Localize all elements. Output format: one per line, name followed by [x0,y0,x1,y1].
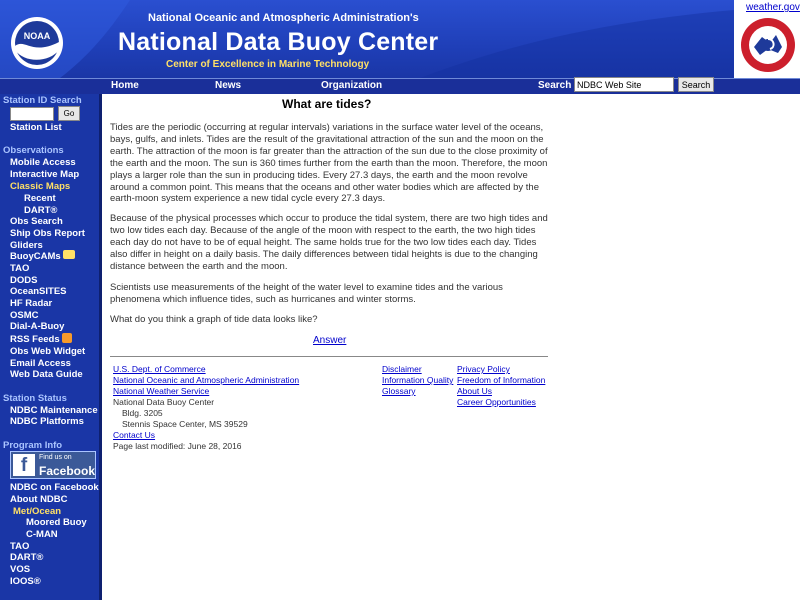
footer-link-nws[interactable]: National Weather Service [113,386,210,396]
noaa-logo[interactable] [10,16,64,70]
sidebar-item-ndbc-on-facebook[interactable]: NDBC on Facebook [10,482,99,493]
sidebar-item-oceansites[interactable]: OceanSITES [10,286,67,297]
sidebar-item-email-access[interactable]: Email Access [10,358,71,369]
sidebar-item-ship-obs-report[interactable]: Ship Obs Report [10,228,85,239]
nav-news[interactable]: News [215,80,242,91]
footer-link-info-quality[interactable]: Information Quality [382,375,454,385]
footer-link-noaa[interactable]: National Oceanic and Atmospheric Administration [113,375,300,385]
site-header [0,0,800,78]
svg-text:NOAA: NOAA [23,31,51,41]
footer-last-modified: Page last modified: June 28, 2016 [113,441,242,451]
nws-logo[interactable] [740,17,796,73]
sidebar-item-about-ndbc[interactable]: About NDBC [10,494,68,505]
search-button[interactable]: Search [678,77,714,92]
facebook-badge[interactable] [10,451,96,479]
sidebar-item-interactive-map[interactable]: Interactive Map [10,169,80,180]
station-id-input[interactable] [10,107,54,121]
site-title[interactable]: National Data Buoy Center [118,28,439,56]
site-search-input[interactable] [574,77,674,92]
nav-organization[interactable]: Organization [321,80,383,91]
sidebar-item-mobile-access[interactable]: Mobile Access [10,157,76,168]
sidebar-item-tao[interactable]: TAO [10,263,30,274]
rss-icon [62,333,72,343]
observations-heading: Observations [3,145,64,156]
sidebar-item-gliders[interactable]: Gliders [10,240,43,251]
footer-address-building: Bldg. 3205 [122,408,163,418]
sidebar-item-rss-feeds[interactable]: RSS Feeds [10,334,60,345]
go-button[interactable]: Go [58,106,80,121]
sidebar-item-ndbc-maintenance[interactable]: NDBC Maintenance [10,405,98,416]
sidebar-item-dart-program[interactable]: DART® [10,552,44,563]
sidebar-item-station-list[interactable]: Station List [10,122,62,133]
sidebar-item-web-data-guide[interactable]: Web Data Guide [10,369,83,380]
footer-link-commerce[interactable]: U.S. Dept. of Commerce [113,364,206,374]
facebook-name-label: Facebook [39,464,96,478]
sidebar-item-vos[interactable]: VOS [10,564,31,575]
answer-link[interactable]: Answer [313,335,347,346]
sidebar-item-c-man[interactable]: C-MAN [26,529,58,540]
sidebar-item-tao-program[interactable]: TAO [10,541,30,552]
paragraph-3: Scientists use measurements of the height of the water level to examine tides and the various phenomena which influence tides, such as hurricanes and winter storms. [110,282,503,305]
paragraph-4: What do you think a graph of tide data looks like? [110,314,318,325]
sidebar-item-obs-search[interactable]: Obs Search [10,216,63,227]
agency-name: National Oceanic and Atmospheric Administration's [148,12,419,24]
sidebar-item-ioos[interactable]: IOOS® [10,576,41,587]
facebook-find-label: Find us on [39,454,72,461]
footer-link-privacy[interactable]: Privacy Policy [457,364,510,374]
station-status-heading: Station Status [3,393,67,404]
footer-link-contact[interactable]: Contact Us [113,430,156,440]
sidebar-item-classic-maps[interactable]: Classic Maps [10,181,71,192]
program-info-heading: Program Info [3,440,63,451]
paragraph-2: Because of the physical processes which occur to produce the tidal system, there are two high tides and two low tides each day. Because of the angle of the moon with respect to the earth, the two high tides each day do not have to be of equal height. The same holds true for the two low tides each day. Tides also differ in height on a daily basis. The daily differences between tidal heights is due to the changing distance between the earth and the moon. [110,213,548,272]
footer-link-disclaimer[interactable]: Disclaimer [382,364,422,374]
facebook-icon: f [13,454,35,476]
site-tagline: Center of Excellence in Marine Technology [166,59,370,70]
footer-link-foia[interactable]: Freedom of Information [457,375,546,385]
sidebar-item-osmc[interactable]: OSMC [10,310,39,321]
sidebar-item-dart-map[interactable]: DART® [24,205,58,216]
sidebar-item-hf-radar[interactable]: HF Radar [10,298,53,309]
page-title: What are tides? [282,97,372,111]
weather-gov-link[interactable]: weather.gov [746,2,800,13]
sidebar-item-ndbc-platforms[interactable]: NDBC Platforms [10,416,84,427]
footer-link-careers[interactable]: Career Opportunities [457,397,536,407]
station-id-search-heading: Station ID Search [3,95,82,106]
footer-link-about[interactable]: About Us [457,386,492,396]
sidebar-item-buoycams[interactable]: BuoyCAMs [10,251,61,262]
footer-ndbc-name: National Data Buoy Center [113,397,215,407]
sidebar-item-dial-a-buoy[interactable]: Dial-A-Buoy [10,321,65,332]
nav-home[interactable]: Home [111,80,139,91]
sidebar-item-dods[interactable]: DODS [10,275,38,286]
camera-icon [63,250,75,259]
sidebar-item-met-ocean[interactable]: Met/Ocean [13,506,62,517]
sidebar-item-moored-buoy[interactable]: Moored Buoy [26,517,87,528]
footer-link-glossary[interactable]: Glossary [382,386,416,396]
search-label: Search [538,80,572,91]
sidebar-item-recent[interactable]: Recent [24,193,56,204]
footer-address-city: Stennis Space Center, MS 39529 [122,419,248,429]
footer-divider [110,356,548,357]
paragraph-1: Tides are the periodic (occurring at regular intervals) variations in the surface water level of the oceans, bays, gulfs, and inlets. Tides are the result of the gravitational attraction of the sun and the moon on the earth. The attraction of the moon is far greater than the attraction of the sun due to the close proximity of the earth and the moon. The sun is 360 times further from the earth than the moon. Therefore, the moon plays a larger role than the sun in producing tides. Every 27.3 days, the earth and the moon revolve around a common point. This means that the oceans and other water bodies which are affected by the earth-moon system experience a new tidal cycle every 27.3 days. [110,122,548,205]
sidebar-item-obs-web-widget[interactable]: Obs Web Widget [10,346,86,357]
